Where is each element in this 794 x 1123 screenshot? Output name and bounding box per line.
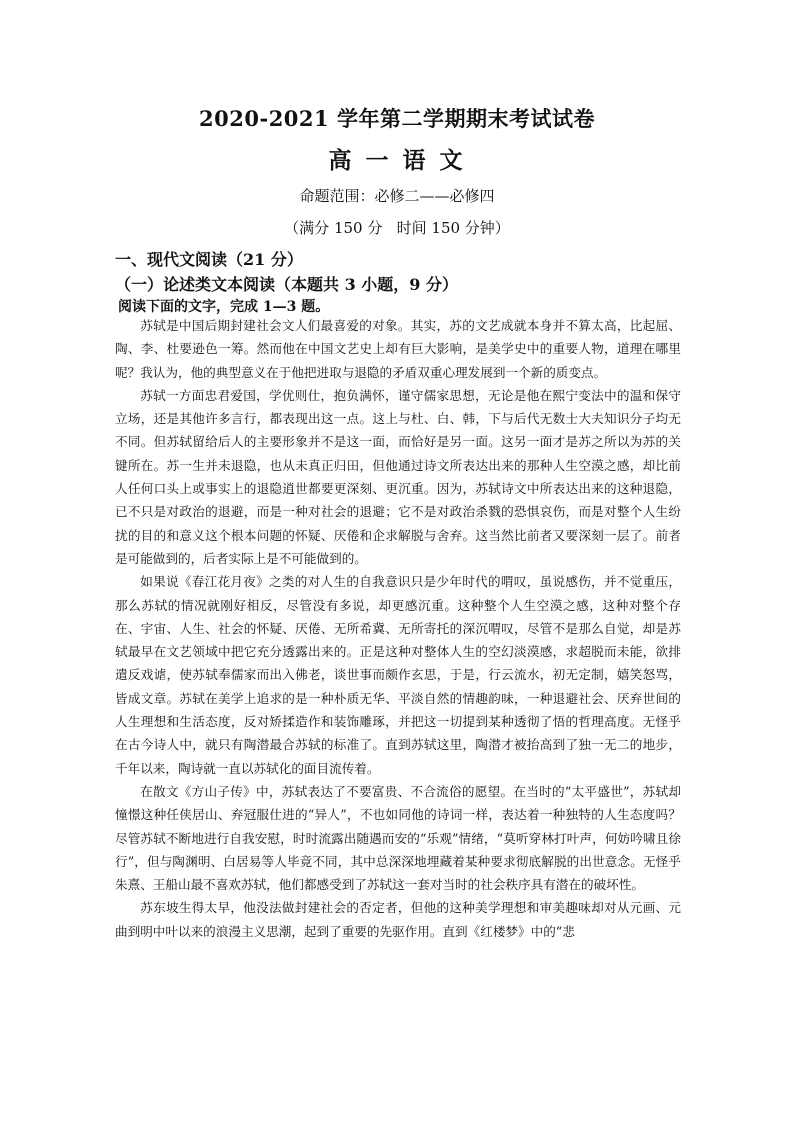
section-heading: 一、现代文阅读（21 分）	[115, 250, 303, 269]
passage-paragraph: 如果说《春江花月夜》之类的对人生的自我意识只是少年时代的喟叹，虽说感伤，并不觉重压，那么苏轼的情况就刚好相反，尽管没有多说，却更感沉重。这种整个人生空漠之感，这种对整个存在、宇宙、人生、社会的怀疑、厌倦、无所希冀、无所寄托的深沉喟叹，尽管不是那么自觉，却是苏轼最早在文艺领域中把它充分透露出来的。正是这种对整体人生的空幻淡漠感，求超脱而未能，欲排遣反戏谑，使苏轼奉儒家而出入佛老，谈世事而颇作玄思，于是，行云流水，初无定制，嬉笑怒骂，皆成文章。苏轼在美学上追求的是一种朴质无华、平淡自然的情趣韵味，一种退避社会、厌弃世间的人生理想和生活态度，反对矫揉造作和装饰雕琢，并把这一切提到某种透彻了悟的哲理高度。无怪乎在古今诗人中，就只有陶潜最合苏轼的标准了。直到苏轼这里，陶潜才被抬高到了独一无二的地步，千年以来，陶诗就一直以苏轼化的面目流传着。	[115, 574, 681, 776]
subject-title: 高 一 语 文	[328, 147, 466, 174]
passage-paragraph: 苏轼是中国后期封建社会文人们最喜爱的对象。其实，苏的文艺成就本身并不算太高，比起屈、陶、李、杜要逊色一筹。然而他在中国文艺史上却有巨大影响，是美学史中的重要人物，道理在哪里呢？我认为，他的典型意义在于他把进取与退隐的矛盾双重心理发展到一个新的质变点。	[115, 318, 681, 380]
passage-paragraph: 苏轼一方面忠君爱国，学优则仕，抱负满怀，谨守儒家思想，无论是他在熙宁变法中的温和保守立场，还是其他许多言行，都表现出这一点。这上与杜、白、韩，下与后代无数士大夫知识分子均无不同。但苏轼留给后人的主要形象并不是这一面，而恰好是另一面。这另一面才是苏之所以为苏的关键所在。苏一生并未退隐，也从未真正归田，但他通过诗文所表达出来的那种人生空漠之感，却比前人任何口头上或事实上的退隐逍世都要更深刻、更沉重。因为，苏轼诗文中所表达出来的这种退隐，已不只是对政治的退避，而是一种对社会的退避；它不是对政治杀戮的恐惧哀伤，而是对整个人生纷扰的目的和意义这个根本问题的怀疑、厌倦和企求解脱与舍弃。这当然比前者又要深刻一层了。前者是可能做到的，后者实际上是不可能做到的。	[115, 387, 681, 566]
score-and-time: （满分 150 分 时间 150 分钟）	[284, 219, 510, 237]
passage-paragraph: 在散文《方山子传》中，苏轼表达了不要富贵、不合流俗的愿望。在当时的“太平盛世”，苏轼却憧憬这种任侠居山、弃冠服仕进的“异人”，不也如同他的诗词一样，表达着一种独特的人生态度吗？尽管苏轼不断地进行自我安慰，时时流露出随遇而安的“乐观”情绪，“莫听穿林打叶声，何妨吟啸且徐行”，但与陶渊明、白居易等人毕竟不同，其中总深深地埋藏着某种要求彻底解脱的出世意念。无怪乎朱熹、王船山最不喜欢苏轼，他们都感受到了苏轼这一套对当时的社会秩序具有潜在的破坏性。	[115, 783, 681, 893]
subsection-heading: （一）论述类文本阅读（本题共 3 小题，9 分）	[115, 275, 458, 294]
passage-paragraph: 苏东坡生得太早，他没法做封建社会的否定者，但他的这种美学理想和审美趣味却对从元画、元曲到明中叶以来的浪漫主义思潮，起到了重要的先驱作用。直到《红楼梦》中的“悲	[115, 900, 681, 939]
reading-passage	[115, 314, 681, 943]
exam-title: 2020-2021 学年第二学期期末考试试卷	[199, 106, 595, 131]
exam-scope: 命题范围：必修二——必修四	[299, 187, 495, 205]
reading-instruction: 阅读下面的文字，完成 1—3 题。	[118, 299, 330, 315]
